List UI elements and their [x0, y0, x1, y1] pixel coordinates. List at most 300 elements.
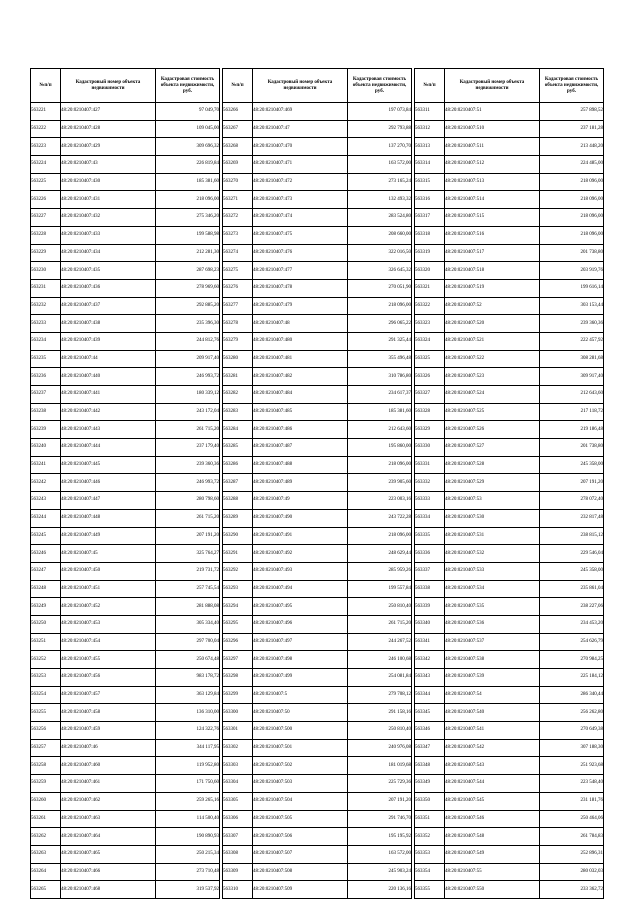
cadastral-value: 171 750,60	[156, 775, 220, 793]
cadastral-number: 48:20:0210407:477	[253, 262, 348, 280]
cadastral-number: 48:20:0210407:452	[61, 598, 156, 616]
table-row	[223, 509, 412, 527]
cadastral-number: 48:20:0210407:442	[61, 403, 156, 421]
cadastral-number: 48:20:0210407:47	[253, 120, 348, 138]
row-number: 563260	[31, 792, 61, 810]
table-header-row	[223, 69, 412, 103]
row-number: 563242	[31, 474, 61, 492]
row-number: 563316	[415, 191, 445, 209]
cadastral-value: 233 362,72	[540, 881, 604, 899]
cadastral-value: 212 281,30	[156, 244, 220, 262]
row-number: 563234	[31, 332, 61, 350]
row-number: 563241	[31, 456, 61, 474]
table-row	[223, 669, 412, 687]
row-number: 563314	[415, 156, 445, 174]
table-row	[31, 156, 220, 174]
cadastral-value: 287 698,23	[156, 262, 220, 280]
row-number: 563275	[223, 262, 253, 280]
cadastral-number: 48:20:0210407:445	[61, 456, 156, 474]
row-number: 563231	[31, 279, 61, 297]
header-cadastral-value: Кадастровая стоимость объекта недвижимости, руб.	[348, 69, 412, 103]
row-number: 563227	[31, 209, 61, 227]
row-number: 563323	[415, 315, 445, 333]
cadastral-value: 136 310,00	[156, 704, 220, 722]
table-row	[415, 775, 604, 793]
table-row	[415, 456, 604, 474]
cadastral-value: 261 715,20	[348, 615, 412, 633]
cadastral-number: 48:20:0210407:55	[445, 863, 540, 881]
table-row	[223, 492, 412, 510]
cadastral-number: 48:20:0210407:480	[253, 332, 348, 350]
cadastral-number: 48:20:0210407:486	[253, 421, 348, 439]
row-number: 563233	[31, 315, 61, 333]
row-number: 563355	[415, 881, 445, 899]
table-row	[415, 545, 604, 563]
cadastral-value: 234 617,37	[348, 386, 412, 404]
row-number: 563300	[223, 704, 253, 722]
table-row	[223, 562, 412, 580]
cadastral-number: 48:20:0210407:446	[61, 474, 156, 492]
cadastral-value: 229 546,04	[540, 545, 604, 563]
table-row	[415, 262, 604, 280]
cadastral-number: 48:20:0210407:532	[445, 545, 540, 563]
cadastral-value: 213 448,20	[540, 138, 604, 156]
cadastral-value: 250 810,40	[348, 598, 412, 616]
table-row	[31, 262, 220, 280]
table-row	[223, 704, 412, 722]
table-row	[31, 509, 220, 527]
table-row	[223, 332, 412, 350]
table-row	[31, 686, 220, 704]
cadastral-value: 219 731,72	[156, 562, 220, 580]
cadastral-value: 207 191,20	[348, 792, 412, 810]
table-row	[223, 244, 412, 262]
table-row	[415, 279, 604, 297]
cadastral-number: 48:20:0210407:546	[445, 810, 540, 828]
table-row	[223, 226, 412, 244]
cadastral-number: 48:20:0210407:464	[61, 828, 156, 846]
row-number: 563309	[223, 863, 253, 881]
table-row	[223, 138, 412, 156]
table-row	[31, 138, 220, 156]
table-row	[31, 191, 220, 209]
table-row	[223, 633, 412, 651]
table-row	[31, 704, 220, 722]
cadastral-value: 278 969,60	[156, 279, 220, 297]
table-row	[415, 651, 604, 669]
table-row	[223, 350, 412, 368]
cadastral-number: 48:20:0210407:476	[253, 244, 348, 262]
table-row	[415, 722, 604, 740]
cadastral-number: 48:20:0210407:513	[445, 173, 540, 191]
cadastral-number: 48:20:0210407:538	[445, 651, 540, 669]
cadastral-number: 48:20:0210407:468	[61, 881, 156, 899]
table-row	[415, 332, 604, 350]
row-number: 563278	[223, 315, 253, 333]
row-number: 563354	[415, 863, 445, 881]
table-row	[415, 527, 604, 545]
cadastral-value: 285 959,26	[348, 562, 412, 580]
row-number: 563327	[415, 386, 445, 404]
table-row	[415, 863, 604, 881]
cadastral-value: 261 715,20	[156, 509, 220, 527]
row-number: 563313	[415, 138, 445, 156]
cadastral-number: 48:20:0210407:443	[61, 421, 156, 439]
cadastral-value: 218 096,00	[348, 297, 412, 315]
row-number: 563262	[31, 828, 61, 846]
table-row	[415, 686, 604, 704]
row-number: 563253	[31, 669, 61, 687]
row-number: 563311	[415, 103, 445, 121]
table-row	[415, 615, 604, 633]
cadastral-value: 235 861,04	[540, 580, 604, 598]
row-number: 563281	[223, 368, 253, 386]
table-row	[31, 332, 220, 350]
cadastral-value: 326 645,32	[348, 262, 412, 280]
row-number: 563353	[415, 845, 445, 863]
cadastral-value: 246 993,72	[156, 474, 220, 492]
cadastral-value: 208 660,00	[348, 226, 412, 244]
table-row	[223, 881, 412, 899]
table-row	[415, 421, 604, 439]
cadastral-number: 48:20:0210407:54	[445, 686, 540, 704]
table-row	[223, 757, 412, 775]
row-number: 563306	[223, 810, 253, 828]
table-row	[415, 173, 604, 191]
table-row	[415, 103, 604, 121]
cadastral-value: 252 896,31	[540, 845, 604, 863]
table-row	[31, 792, 220, 810]
register-table-1	[30, 68, 220, 899]
table-row	[415, 562, 604, 580]
cadastral-value: 224 485,00	[540, 156, 604, 174]
cadastral-value: 292 885,20	[156, 297, 220, 315]
table-row	[223, 686, 412, 704]
row-number: 563307	[223, 828, 253, 846]
row-number: 563240	[31, 439, 61, 457]
cadastral-value: 309 696,32	[156, 138, 220, 156]
row-number: 563324	[415, 332, 445, 350]
cadastral-value: 275 346,20	[156, 209, 220, 227]
table-row	[415, 386, 604, 404]
cadastral-number: 48:20:0210407:51	[445, 103, 540, 121]
cadastral-number: 48:20:0210407:427	[61, 103, 156, 121]
cadastral-value: 256 262,80	[540, 704, 604, 722]
cadastral-value: 109 045,00	[156, 120, 220, 138]
cadastral-number: 48:20:0210407:429	[61, 138, 156, 156]
cadastral-number: 48:20:0210407:529	[445, 474, 540, 492]
cadastral-number: 48:20:0210407:492	[253, 545, 348, 563]
cadastral-number: 48:20:0210407:493	[253, 562, 348, 580]
cadastral-number: 48:20:0210407:439	[61, 332, 156, 350]
cadastral-number: 48:20:0210407:504	[253, 792, 348, 810]
row-number: 563259	[31, 775, 61, 793]
cadastral-number: 48:20:0210407:531	[445, 527, 540, 545]
cadastral-number: 48:20:0210407:491	[253, 527, 348, 545]
cadastral-value: 199 616,14	[540, 279, 604, 297]
row-number: 563276	[223, 279, 253, 297]
table-row	[31, 527, 220, 545]
row-number: 563318	[415, 226, 445, 244]
cadastral-value: 137 270,70	[348, 138, 412, 156]
table-row	[31, 244, 220, 262]
cadastral-number: 48:20:0210407:507	[253, 845, 348, 863]
table-row	[31, 209, 220, 227]
table-row	[31, 439, 220, 457]
table-row	[31, 386, 220, 404]
table-row	[415, 350, 604, 368]
table-row	[223, 403, 412, 421]
row-number: 563269	[223, 156, 253, 174]
cadastral-value: 218 096,00	[540, 226, 604, 244]
row-number: 563288	[223, 492, 253, 510]
row-number: 563346	[415, 722, 445, 740]
cadastral-value: 307 188,30	[540, 739, 604, 757]
header-cadastral-value: Кадастровая стоимость объекта недвижимости, руб.	[156, 69, 220, 103]
table-row	[31, 492, 220, 510]
row-number: 563312	[415, 120, 445, 138]
table-header-row	[415, 69, 604, 103]
row-number: 563270	[223, 173, 253, 191]
cadastral-number: 48:20:0210407:512	[445, 156, 540, 174]
cadastral-number: 48:20:0210407:474	[253, 209, 348, 227]
row-number: 563247	[31, 562, 61, 580]
table-row	[223, 315, 412, 333]
row-number: 563345	[415, 704, 445, 722]
cadastral-number: 48:20:0210407:514	[445, 191, 540, 209]
cadastral-value: 218 096,00	[540, 209, 604, 227]
row-number: 563334	[415, 509, 445, 527]
row-number: 563290	[223, 527, 253, 545]
table-row	[31, 297, 220, 315]
table-row	[415, 598, 604, 616]
cadastral-number: 48:20:0210407:46	[61, 739, 156, 757]
row-number: 563284	[223, 421, 253, 439]
cadastral-number: 48:20:0210407:453	[61, 615, 156, 633]
cadastral-value: 185 381,60	[348, 403, 412, 421]
cadastral-value: 297 700,04	[156, 633, 220, 651]
row-number: 563328	[415, 403, 445, 421]
cadastral-number: 48:20:0210407:494	[253, 580, 348, 598]
cadastral-value: 238 227,06	[540, 598, 604, 616]
cadastral-number: 48:20:0210407:530	[445, 509, 540, 527]
cadastral-value: 197 073,84	[348, 103, 412, 121]
row-number: 563298	[223, 669, 253, 687]
table-row	[415, 810, 604, 828]
table-row	[223, 527, 412, 545]
row-number: 563305	[223, 792, 253, 810]
table-row	[31, 226, 220, 244]
table-row	[223, 580, 412, 598]
cadastral-number: 48:20:0210407:519	[445, 279, 540, 297]
cadastral-value: 246 993,72	[156, 368, 220, 386]
table-row	[223, 439, 412, 457]
cadastral-number: 48:20:0210407:521	[445, 332, 540, 350]
table-header-row	[31, 69, 220, 103]
cadastral-value: 273 710,48	[156, 863, 220, 881]
table-row	[415, 138, 604, 156]
cadastral-value: 217 118,72	[540, 403, 604, 421]
cadastral-number: 48:20:0210407:499	[253, 669, 348, 687]
cadastral-value: 309 917,40	[540, 368, 604, 386]
table-row	[415, 439, 604, 457]
cadastral-value: 132 493,32	[348, 191, 412, 209]
cadastral-value: 243 722,28	[348, 509, 412, 527]
cadastral-value: 238 815,12	[540, 527, 604, 545]
row-number: 563261	[31, 810, 61, 828]
cadastral-value: 218 096,00	[540, 191, 604, 209]
table-row	[223, 386, 412, 404]
table-row	[31, 669, 220, 687]
cadastral-value: 273 165,24	[348, 173, 412, 191]
cadastral-number: 48:20:0210407:528	[445, 456, 540, 474]
cadastral-number: 48:20:0210407:450	[61, 562, 156, 580]
row-number: 563271	[223, 191, 253, 209]
cadastral-number: 48:20:0210407:508	[253, 863, 348, 881]
cadastral-number: 48:20:0210407:482	[253, 368, 348, 386]
cadastral-value: 270 051,90	[348, 279, 412, 297]
cadastral-number: 48:20:0210407:503	[253, 775, 348, 793]
cadastral-value: 245 358,00	[540, 456, 604, 474]
cadastral-number: 48:20:0210407:435	[61, 262, 156, 280]
cadastral-value: 281 888,08	[156, 598, 220, 616]
table-row	[415, 492, 604, 510]
cadastral-number: 48:20:0210407:440	[61, 368, 156, 386]
cadastral-number: 48:20:0210407:479	[253, 297, 348, 315]
cadastral-value: 270 984,25	[540, 651, 604, 669]
cadastral-value: 239 360,36	[540, 315, 604, 333]
cadastral-number: 48:20:0210407:432	[61, 209, 156, 227]
row-number: 563350	[415, 792, 445, 810]
cadastral-number: 48:20:0210407:488	[253, 456, 348, 474]
cadastral-number: 48:20:0210407:516	[445, 226, 540, 244]
cadastral-value: 278 072,40	[540, 492, 604, 510]
row-number: 563326	[415, 368, 445, 386]
row-number: 563255	[31, 704, 61, 722]
cadastral-number: 48:20:0210407:535	[445, 598, 540, 616]
cadastral-number: 48:20:0210407:462	[61, 792, 156, 810]
table-row	[31, 315, 220, 333]
cadastral-value: 308 281,68	[540, 350, 604, 368]
table-row	[223, 173, 412, 191]
cadastral-value: 218 096,00	[348, 456, 412, 474]
row-number: 563302	[223, 739, 253, 757]
row-number: 563319	[415, 244, 445, 262]
cadastral-number: 48:20:0210407:489	[253, 474, 348, 492]
row-number: 563222	[31, 120, 61, 138]
cadastral-number: 48:20:0210407:434	[61, 244, 156, 262]
cadastral-value: 163 572,00	[348, 156, 412, 174]
row-number: 563230	[31, 262, 61, 280]
table-row	[31, 580, 220, 598]
cadastral-value: 292 793,88	[348, 120, 412, 138]
row-number: 563321	[415, 279, 445, 297]
cadastral-value: 310 786,80	[348, 368, 412, 386]
row-number: 563246	[31, 545, 61, 563]
cadastral-number: 48:20:0210407:539	[445, 669, 540, 687]
cadastral-number: 48:20:0210407:544	[445, 775, 540, 793]
table-row	[31, 810, 220, 828]
row-number: 563244	[31, 509, 61, 527]
row-number: 563293	[223, 580, 253, 598]
row-number: 563289	[223, 509, 253, 527]
row-number: 563273	[223, 226, 253, 244]
row-number: 563224	[31, 156, 61, 174]
table-row	[223, 279, 412, 297]
table-row	[223, 262, 412, 280]
table-row	[31, 173, 220, 191]
row-number: 563223	[31, 138, 61, 156]
row-number: 563221	[31, 103, 61, 121]
cadastral-number: 48:20:0210407:533	[445, 562, 540, 580]
cadastral-number: 48:20:0210407:510	[445, 120, 540, 138]
cadastral-number: 48:20:0210407:459	[61, 722, 156, 740]
cadastral-value: 218 096,00	[348, 527, 412, 545]
row-number: 563352	[415, 828, 445, 846]
cadastral-value: 207 191,20	[540, 474, 604, 492]
table-row	[415, 509, 604, 527]
cadastral-number: 48:20:0210407:524	[445, 386, 540, 404]
cadastral-value: 291 158,16	[348, 704, 412, 722]
cadastral-value: 201 738,80	[540, 439, 604, 457]
cadastral-number: 48:20:0210407:472	[253, 173, 348, 191]
table-row	[31, 368, 220, 386]
row-number: 563340	[415, 615, 445, 633]
row-number: 563292	[223, 562, 253, 580]
table-row	[415, 244, 604, 262]
cadastral-number: 48:20:0210407:540	[445, 704, 540, 722]
cadastral-number: 48:20:0210407:502	[253, 757, 348, 775]
cadastral-number: 48:20:0210407:448	[61, 509, 156, 527]
row-number: 563349	[415, 775, 445, 793]
row-number: 563343	[415, 669, 445, 687]
row-number: 563232	[31, 297, 61, 315]
cadastral-value: 212 643,60	[348, 421, 412, 439]
cadastral-value: 305 334,40	[156, 615, 220, 633]
table-row	[415, 297, 604, 315]
cadastral-value: 296 065,22	[348, 315, 412, 333]
cadastral-number: 48:20:0210407:548	[445, 828, 540, 846]
table-row	[31, 421, 220, 439]
cadastral-number: 48:20:0210407:509	[253, 881, 348, 899]
cadastral-value: 325 764,27	[156, 545, 220, 563]
cadastral-number: 48:20:0210407:48	[253, 315, 348, 333]
row-number: 563267	[223, 120, 253, 138]
row-number: 563266	[223, 103, 253, 121]
cadastral-value: 246 100,68	[348, 651, 412, 669]
table-row	[223, 209, 412, 227]
cadastral-number: 48:20:0210407:53	[445, 492, 540, 510]
cadastral-number: 48:20:0210407:461	[61, 775, 156, 793]
cadastral-number: 48:20:0210407:500	[253, 722, 348, 740]
cadastral-value: 237 179,40	[156, 439, 220, 457]
table-row	[223, 421, 412, 439]
cadastral-number: 48:20:0210407:463	[61, 810, 156, 828]
table-row	[415, 191, 604, 209]
row-number: 563310	[223, 881, 253, 899]
row-number: 563342	[415, 651, 445, 669]
cadastral-value: 261 715,20	[156, 421, 220, 439]
cadastral-value: 223 003,16	[348, 492, 412, 510]
table-row	[223, 792, 412, 810]
row-number: 563320	[415, 262, 445, 280]
cadastral-number: 48:20:0210407:449	[61, 527, 156, 545]
table-row	[31, 598, 220, 616]
cadastral-number: 48:20:0210407:45	[61, 545, 156, 563]
table-row	[31, 103, 220, 121]
table-row	[415, 792, 604, 810]
cadastral-number: 48:20:0210407:50	[253, 704, 348, 722]
